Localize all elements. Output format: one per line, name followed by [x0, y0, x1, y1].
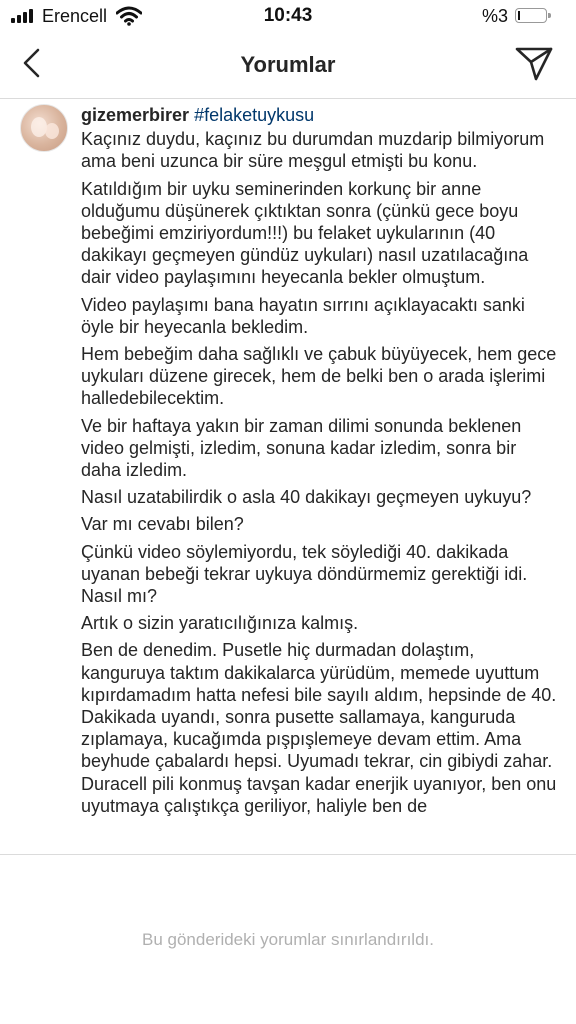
hashtag-link[interactable]: #felaketuykusu [194, 105, 315, 125]
comment-paragraph: Kaçınız duydu, kaçınız bu durumdan muzdarip bilmiyorum ama beni uzunca bir süre meşgul etmişti bu konu. [81, 129, 545, 172]
status-bar [0, 0, 576, 34]
carrier-name: Erencell [42, 6, 108, 26]
battery-icon [515, 8, 547, 23]
comment-paragraph: Artık o sizin yaratıcılığınıza kalmış. [81, 613, 359, 634]
share-button[interactable] [514, 45, 554, 83]
comments-restricted-notice: Bu gönderideki yorumlar sınırlandırıldı. [142, 930, 434, 949]
comment-body [81, 104, 561, 822]
comment-header [81, 104, 561, 126]
comment-paragraph: Video paylaşımı bana hayatın sırrını açıklayacaktı sanki öyle bir heyecanla bekledim. [81, 294, 525, 337]
comment-paragraph: Çünkü video söylemiyordu, tek söylediği 40. dakikada uyanan bebeği tekrar uykuya döndürmemiz gerektiği idi. Nasıl mı? [81, 541, 528, 607]
comment-paragraph: Ve bir haftaya yakın bir zaman dilimi sonunda beklenen video gelmişti, izledim, sonuna kadar izledim, sonra bir daha izledim. [81, 415, 522, 481]
avatar[interactable] [20, 104, 68, 152]
comment-paragraph: Katıldığım bir uyku seminerinden korkunç bir anne olduğumu düşünerek çıktıktan sonra (çünkü gece boyu bebeğimi emziriyordum!!!) bu felaket uykularının (40 dakikayı geçmeyen gündüz uykuları) nasıl uzatılacağına dair video paylaşımını heyecanla bekler olmuştum. [81, 178, 529, 288]
username-link[interactable]: gizemerbirer [81, 105, 190, 125]
status-time: 10:43 [263, 5, 313, 26]
caption-comment [0, 98, 576, 854]
battery-percent: %3 [482, 6, 509, 26]
page-title: Yorumlar [240, 52, 336, 77]
divider [0, 854, 576, 855]
comment-paragraph: Ben de denedim. Pusetle hiç durmadan dolaştım, kanguruya taktım dakikalarca yürüdüm, memede uyuttum kıpırdamadım hatta nefesi bile sayılı aldım, hepsinde de 40. Dakikada uyandı, sonra pusette sallamaya, kanguruda zıplamaya, kucağımda pışpışlemeye devam ettim. Ama beyhude çabalardı hepsi. Uyumadı tekrar, cin gibiydi zahar. Duracell pili konmuş tavşan kadar enerjik uyanıyor, ben onu uyutmaya çalıştıkça geriliyor, haliyle ben de [81, 640, 557, 816]
paper-plane-icon [514, 45, 554, 83]
header [0, 34, 576, 99]
comment-paragraph: Nasıl uzatabilirdik o asla 40 dakikayı geçmeyen uykuyu? [81, 487, 532, 508]
battery-fill [518, 11, 520, 20]
comment-paragraph: Hem bebeğim daha sağlıklı ve çabuk büyüyecek, hem gece uykuları düzene girecek, hem de belki ben o arada işlerimi halledebilecektim. [81, 344, 557, 409]
comment-paragraph: Var mı cevabı bilen? [81, 514, 244, 535]
